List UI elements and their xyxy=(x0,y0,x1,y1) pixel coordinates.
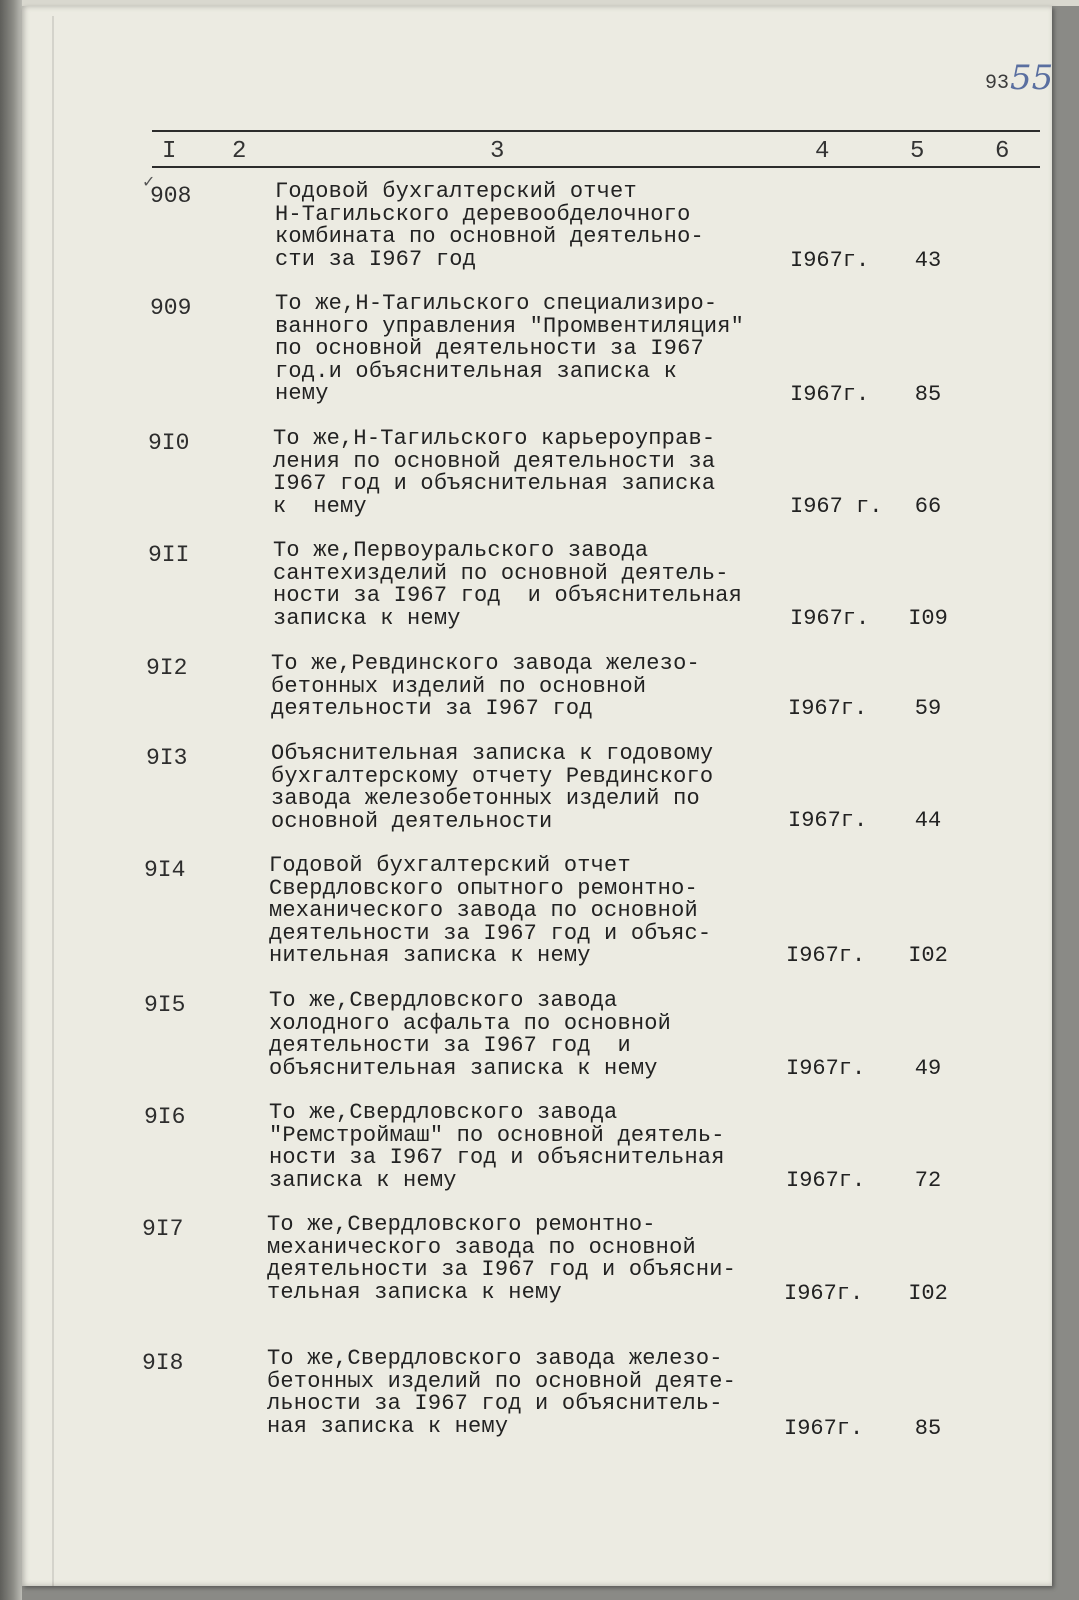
entry-number: 9I3 xyxy=(146,745,188,771)
column-header-5: 5 xyxy=(910,138,925,165)
entry-page-count: 44 xyxy=(914,808,942,833)
entry-page-count: 59 xyxy=(914,696,942,721)
entry-description: Объяснительная записка к годовому бухгалтерскому отчету Ревдинского завода железобетонных изделий по основной деятельности xyxy=(271,741,714,834)
entry-year: I967 г. xyxy=(790,494,883,519)
entry-description: Годовой бухгалтерский отчет Н-Тагильского деревообделочного комбината по основной деятельно- сти за I967 год xyxy=(275,179,704,272)
check-mark-icon: ✓ xyxy=(142,172,156,191)
column-header-1: I xyxy=(162,138,177,165)
entry-year: I967г. xyxy=(790,606,870,631)
entry-page-count: I02 xyxy=(908,943,948,968)
entry-description: То же,Свердловского завода железо- бетонных изделий по основной деяте- льности за I967 год и объяснитель- ная записка к нему xyxy=(267,1346,737,1439)
column-header-4: 4 xyxy=(815,138,830,165)
entry-number: 908 xyxy=(150,183,192,209)
entry-page-count: 49 xyxy=(914,1056,942,1081)
entry-year: I967г. xyxy=(784,1281,864,1306)
entry-page-count: I02 xyxy=(908,1281,948,1306)
entry-page-count: 66 xyxy=(914,494,942,519)
entry-description: То же,Свердловского ремонтно- механического завода по основной деятельности за I967 год и объясни- тельная записка к нему xyxy=(267,1212,737,1305)
archive-sheet-number: 55 xyxy=(1010,58,1054,98)
entry-year: I967г. xyxy=(790,382,870,407)
entry-description: Годовой бухгалтерский отчет Свердловского опытного ремонтно- механического завода по основной деятельности за I967 год и объяс- нительная записка к нему xyxy=(269,853,712,968)
entry-page-count: 85 xyxy=(914,1416,942,1441)
entry-year: I967г. xyxy=(786,943,866,968)
column-header-3: 3 xyxy=(490,138,505,165)
entry-number: 9I5 xyxy=(144,992,186,1018)
entry-number: 9I8 xyxy=(142,1350,184,1376)
column-header-6: 6 xyxy=(995,138,1010,165)
entry-year: I967г. xyxy=(786,1168,866,1193)
entry-number: 9II xyxy=(148,542,190,568)
entry-number: 9I0 xyxy=(148,430,190,456)
entry-number: 909 xyxy=(150,295,192,321)
entry-description: То же,Первоуральского завода сантехизделий по основной деятель- ности за I967 год и объяснительная записка к нему xyxy=(273,538,743,631)
entry-description: То же,Ревдинского завода железо- бетонных изделий по основной деятельности за I967 год xyxy=(271,651,700,721)
entry-year: I967г. xyxy=(784,1416,864,1441)
page-crease xyxy=(52,16,54,1586)
entry-description: То же,Н-Тагильского карьероуправ- ления по основной деятельности за I967 год и объяснительная записка к нему xyxy=(273,426,716,519)
column-header-2: 2 xyxy=(232,138,247,165)
table-header-top-rule xyxy=(152,130,1040,132)
entry-description: То же,Свердловского завода холодного асфальта по основной деятельности за I967 год и объяснительная записка к нему xyxy=(269,988,672,1081)
entry-year: I967г. xyxy=(786,1056,866,1081)
sheet-number: 93 xyxy=(985,72,1010,95)
table-header-bottom-rule xyxy=(152,166,1040,168)
entry-number: 9I7 xyxy=(142,1216,184,1242)
entry-year: I967г. xyxy=(790,248,870,273)
entry-page-count: I09 xyxy=(908,606,948,631)
entry-number: 9I2 xyxy=(146,655,188,681)
entry-page-count: 85 xyxy=(914,382,942,407)
entry-number: 9I6 xyxy=(144,1104,186,1130)
binder-edge xyxy=(0,0,22,1600)
entry-year: I967г. xyxy=(788,808,868,833)
entry-page-count: 43 xyxy=(914,248,942,273)
entry-description: То же,Свердловского завода "Ремстроймаш" по основной деятель- ности за I967 год и объяснительная записка к нему xyxy=(269,1100,725,1193)
entry-description: То же,Н-Тагильского специализиро- ванного управления "Промвентиляция" по основной деятельности за I967 год.и объяснительная записка к нему xyxy=(275,291,745,406)
entry-year: I967г. xyxy=(788,696,868,721)
entry-number: 9I4 xyxy=(144,857,186,883)
entry-page-count: 72 xyxy=(914,1168,942,1193)
